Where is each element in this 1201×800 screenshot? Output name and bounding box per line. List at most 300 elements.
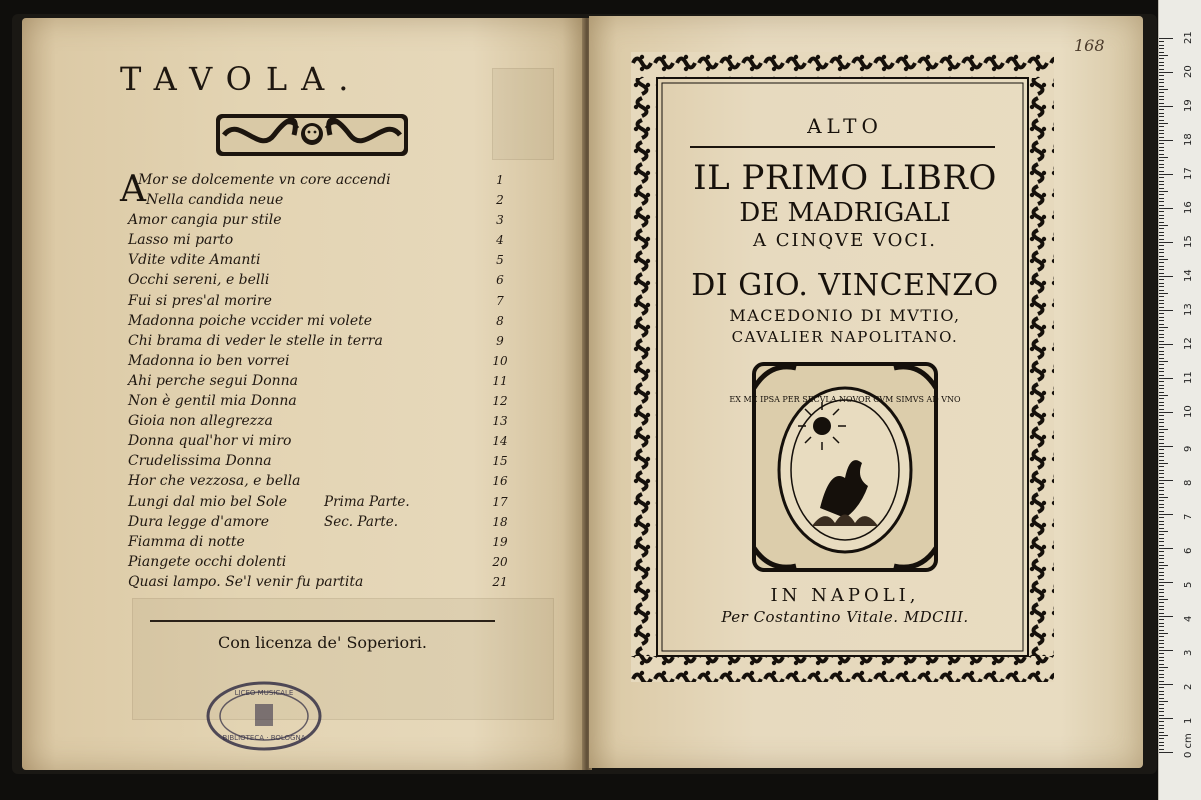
ruler-tick [1159,157,1168,158]
toc-row [108,532,518,552]
ruler-tick [1159,52,1164,53]
ruler-tick [1159,456,1164,457]
ruler-tick [1159,681,1164,682]
imprint-printer: Per Costantino Vitale. MDCIII. [721,608,969,626]
ruler-tick [1159,341,1164,342]
toc-number: 15 [492,454,508,469]
toc-title: Occhi sereni, e belli [128,272,270,289]
ruler-tick [1159,487,1164,488]
ruler-tick [1159,402,1164,403]
ruler-tick [1159,160,1164,161]
ruler-tick [1159,596,1164,597]
ruler-tick [1159,494,1164,495]
ruler-label: 16 [1183,201,1194,214]
ruler-tick [1159,691,1164,692]
ruler-tick [1159,133,1164,134]
toc-row [108,351,518,371]
stamp-text: LICEO MUSICALE [234,689,294,697]
folio-number: 168 [1074,36,1105,55]
ruler-tick [1159,276,1173,277]
ruler-tick [1159,286,1164,287]
ruler-tick [1159,521,1164,522]
ruler-tick [1159,715,1164,716]
ruler-tick [1159,429,1168,430]
ruler-tick [1159,490,1164,491]
ruler-tick [1159,477,1164,478]
ruler-tick [1159,398,1164,399]
toc-row [108,371,518,391]
ruler-label: 12 [1183,337,1194,350]
ruler-tick [1159,698,1164,699]
toc-title: Mor se dolcemente vn core accendi [138,172,391,188]
ruler-tick [1159,732,1164,733]
ruler-tick [1159,585,1164,586]
ruler-label: 10 [1183,405,1194,418]
author-line: DI GIO. VINCENZO [691,268,999,303]
author-line: MACEDONIO DI MVTIO, [729,306,961,325]
ruler-tick [1159,147,1164,148]
ruler-tick [1159,378,1173,379]
toc-part: Sec. Parte. [324,513,399,530]
ruler-tick [1159,701,1168,702]
ruler-tick [1159,184,1164,185]
ruler-tick [1159,609,1164,610]
ruler-tick [1159,290,1164,291]
ruler-tick [1159,463,1168,464]
ruler-tick [1159,677,1164,678]
toc-number: 13 [492,414,508,429]
ruler-tick [1159,69,1164,70]
ruler-tick [1159,636,1164,637]
ruler-tick [1159,72,1173,73]
ruler-tick [1159,137,1164,138]
ruler-tick [1159,568,1164,569]
toc-number: 8 [496,313,504,328]
toc-number: 17 [492,494,508,509]
ruler-tick [1159,728,1164,729]
toc-number: 6 [496,273,504,288]
toc-number: 9 [496,333,504,348]
ruler-tick [1159,466,1164,467]
ruler-tick [1159,171,1164,172]
ruler-tick [1159,96,1164,97]
ruler-tick [1159,375,1164,376]
toc-title: Dura legge d'amore [128,513,269,530]
ruler-tick [1159,551,1164,552]
toc-row [108,210,518,230]
ruler-tick [1159,337,1164,338]
ruler-label: 21 [1183,31,1194,44]
ruler-label: 5 [1183,581,1194,588]
ruler-label: 1 [1183,717,1194,724]
ruler-tick [1159,368,1164,369]
toc-title: Chi brama di veder le stelle in terra [128,332,383,349]
ruler-tick [1159,123,1168,124]
toc-row [108,552,518,572]
ruler-tick [1159,177,1164,178]
ruler-tick [1159,749,1164,750]
ruler-label: 6 [1183,547,1194,554]
toc-row [108,512,518,532]
ruler-label: 11 [1183,371,1194,384]
ruler-tick [1159,235,1164,236]
ruler-tick [1159,174,1173,175]
toc-title: Quasi lampo. Se'l venir fu partita [128,573,364,590]
ruler-tick [1159,419,1164,420]
ruler-tick [1159,208,1173,209]
ruler-tick [1159,307,1164,308]
toc-row [108,471,518,491]
ruler-tick [1159,218,1164,219]
ruler-tick [1159,388,1164,389]
ruler-tick [1159,194,1164,195]
ruler-label: 13 [1183,303,1194,316]
ruler-tick [1159,242,1173,243]
ruler-tick [1159,58,1164,59]
toc-row [108,190,518,210]
ruler-tick [1159,647,1164,648]
toc-part: Prima Parte. [324,493,410,510]
ruler-tick [1159,497,1168,498]
ruler-tick [1159,344,1173,345]
ruler-tick [1159,473,1164,474]
ruler-label: 9 [1183,445,1194,452]
ruler-tick [1159,225,1168,226]
toc-row [108,431,518,451]
ruler-tick [1159,222,1164,223]
ruler-tick [1159,432,1164,433]
toc-number: 20 [492,554,508,569]
ruler-tick [1159,422,1164,423]
ruler-tick [1159,606,1164,607]
toc-title: Amor cangia pur stile [128,212,282,229]
ruler-tick [1159,154,1164,155]
toc-row [108,391,518,411]
toc-row [108,492,518,512]
ruler-tick [1159,599,1168,600]
library-stamp [205,680,323,752]
ruler-tick [1159,711,1164,712]
ruler-tick [1159,303,1164,304]
ruler-tick [1159,667,1168,668]
ruler-tick [1159,269,1164,270]
ruler-tick [1159,453,1164,454]
ruler-tick [1159,330,1164,331]
ruler-tick [1159,82,1164,83]
ruler-tick [1159,443,1164,444]
ruler-tick [1159,181,1164,182]
toc-number: 19 [492,534,508,549]
toc-title: Fui si pres'al morire [128,292,272,309]
ruler-tick [1159,674,1164,675]
toc-title: Crudelissima Donna [128,453,272,470]
ruler-label: 20 [1183,65,1194,78]
ruler-tick [1159,630,1164,631]
ruler-tick [1159,358,1164,359]
ruler-tick [1159,480,1173,481]
ruler-tick [1159,575,1164,576]
ruler-tick [1159,657,1164,658]
toc-title: Nella candida neue [146,192,284,209]
show-through-bleed [492,68,554,160]
ruler-tick [1159,143,1164,144]
ruler-tick [1159,188,1164,189]
toc-title: Vdite vdite Amanti [128,252,261,269]
ruler-tick [1159,92,1164,93]
ruler-tick [1159,436,1164,437]
ruler-tick [1159,385,1164,386]
toc-number: 2 [496,193,504,208]
ruler-tick [1159,511,1164,512]
toc-number: 7 [496,293,504,308]
ruler-tick [1159,41,1164,42]
ruler-tick [1159,589,1164,590]
ruler-label: 4 [1183,615,1194,622]
ruler-tick [1159,742,1164,743]
ruler-tick [1159,664,1164,665]
ruler-tick [1159,613,1164,614]
title-line: DE MADRIGALI [739,198,951,228]
toc-title: Donna qual'hor vi miro [128,433,292,450]
ruler-tick [1159,283,1164,284]
part-name: ALTO [807,114,883,138]
toc-number: 3 [496,213,504,228]
ruler-tick [1159,439,1164,440]
toc-number: 21 [492,574,508,589]
toc-title: Fiamma di notte [128,533,245,550]
ruler-tick [1159,415,1164,416]
ruler-tick [1159,738,1164,739]
ruler-tick [1159,371,1164,372]
ruler-tick [1159,266,1164,267]
ruler-tick [1159,412,1173,413]
ruler-tick [1159,684,1173,685]
ruler-tick [1159,215,1164,216]
ruler-tick [1159,324,1164,325]
ruler-tick [1159,262,1164,263]
toc-row [108,291,518,311]
ruler-tick [1159,660,1164,661]
ruler-tick [1159,99,1164,100]
ruler-tick [1159,405,1164,406]
ruler-tick [1159,718,1173,719]
toc-row [108,230,518,250]
toc-title: Piangete occhi dolenti [128,553,287,570]
ruler-tick [1159,545,1164,546]
ruler-tick [1159,89,1168,90]
ruler-tick [1159,640,1164,641]
ruler-tick [1159,572,1164,573]
ruler-tick [1159,507,1164,508]
ruler-tick [1159,198,1164,199]
ruler-tick [1159,381,1164,382]
ruler-tick [1159,470,1164,471]
ruler-tick [1159,562,1164,563]
ruler-tick [1159,48,1164,49]
title-line: IL PRIMO LIBRO [693,158,997,198]
ruler-tick [1159,449,1164,450]
ruler-tick [1159,334,1164,335]
toc-title: Lungi dal mio bel Sole [128,493,288,510]
ruler-tick [1159,721,1164,722]
ruler-tick [1159,167,1164,168]
ruler-tick [1159,687,1164,688]
ruler-tick [1159,395,1168,396]
ruler-tick [1159,62,1164,63]
ruler-tick [1159,524,1164,525]
ruler-tick [1159,725,1164,726]
toc-number: 5 [496,253,504,268]
drop-cap: A [120,169,146,210]
ruler-tick [1159,191,1168,192]
toc-number: 10 [492,353,508,368]
ruler-tick [1159,317,1164,318]
ruler-tick [1159,313,1164,314]
imprint-place: IN NAPOLI, [770,585,920,606]
ruler-tick [1159,500,1164,501]
ruler-tick [1159,592,1164,593]
toc-number: 14 [492,434,508,449]
toc-title: Hor che vezzosa, e bella [128,473,301,490]
ruler-tick [1159,310,1173,311]
ruler-tick [1159,626,1164,627]
toc-title: Non è gentil mia Donna [128,393,297,410]
divider [150,620,495,622]
toc-row [108,270,518,290]
toc-title: Lasso mi parto [128,232,234,249]
ruler-tick [1159,293,1168,294]
table-of-contents [108,170,518,592]
printers-device-phoenix [729,358,961,576]
stamp-text: BIBLIOTECA · BOLOGNA [222,734,306,742]
ruler-tick [1159,446,1173,447]
ruler-tick [1159,103,1164,104]
toc-number: 18 [492,514,508,529]
ruler-tick [1159,300,1164,301]
ruler-label: 3 [1183,649,1194,656]
ruler-tick [1159,538,1164,539]
toc-row [108,331,518,351]
ruler-tick [1159,126,1164,127]
ruler-tick [1159,79,1164,80]
ruler-tick [1159,619,1164,620]
ruler-tick [1159,256,1164,257]
page-title: TAVOLA. [120,60,363,98]
ruler-label: 7 [1183,513,1194,520]
toc-title: Ahi perche segui Donna [128,372,298,389]
ruler-tick [1159,327,1168,328]
ruler-tick [1159,249,1164,250]
ruler-tick [1159,320,1164,321]
ruler-tick [1159,75,1164,76]
ruler-tick [1159,704,1164,705]
scale-ruler [1158,0,1201,800]
ruler-tick [1159,514,1173,515]
toc-row [108,411,518,431]
ruler-tick [1159,650,1173,651]
toc-title: Madonna poiche vccider mi volete [128,312,373,329]
toc-title: Madonna io ben vorrei [128,352,290,369]
ruler-label: 18 [1183,133,1194,146]
ruler-tick [1159,109,1164,110]
ruler-tick [1159,252,1164,253]
divider [690,146,995,148]
ruler-tick [1159,504,1164,505]
ruler-tick [1159,45,1164,46]
ruler-tick [1159,534,1164,535]
ruler-tick [1159,528,1164,529]
ruler-tick [1159,120,1164,121]
device-motto: EX ME IPSA PER SECVLA NOVOR CVM SIMVS AD VNO [729,395,961,404]
ruler-label: 15 [1183,235,1194,248]
show-through-bleed [132,598,554,720]
toc-number: 4 [496,233,504,248]
ruler-tick [1159,164,1164,165]
ruler-tick [1159,86,1164,87]
ruler-tick [1159,392,1164,393]
ruler-tick [1159,558,1164,559]
ruler-tick [1159,113,1164,114]
ruler-tick [1159,670,1164,671]
author-line: CAVALIER NAPOLITANO. [731,328,959,346]
ruler-tick [1159,555,1164,556]
ruler-tick [1159,232,1164,233]
ruler-tick [1159,38,1173,39]
ruler-tick [1159,211,1164,212]
ruler-label: 2 [1183,683,1194,690]
ruler-tick [1159,582,1173,583]
ruler-tick [1159,116,1164,117]
license-line: Con licenza de' Soperiori. [217,633,428,652]
ruler-tick [1159,259,1168,260]
ruler-tick [1159,633,1168,634]
ruler-tick [1159,531,1168,532]
headpiece-ornament [214,110,410,160]
ruler-tick [1159,239,1164,240]
ruler-tick [1159,354,1164,355]
toc-number: 16 [492,474,508,489]
ruler-tick [1159,55,1168,56]
ruler-tick [1159,643,1164,644]
ruler-tick [1159,735,1168,736]
ruler-tick [1159,140,1173,141]
ruler-tick [1159,201,1164,202]
ruler-tick [1159,565,1168,566]
toc-row [108,572,518,592]
ruler-tick [1159,579,1164,580]
ruler-tick [1159,361,1168,362]
toc-title: Gioia non allegrezza [128,413,273,430]
ruler-tick [1159,279,1164,280]
toc-number: 1 [496,173,504,187]
ruler-tick [1159,483,1164,484]
toc-number: 11 [492,373,508,388]
ruler-label: 8 [1183,479,1194,486]
ruler-tick [1159,347,1164,348]
ruler-tick [1159,228,1164,229]
ruler-tick [1159,65,1164,66]
ruler-label: 14 [1183,269,1194,282]
ruler-tick [1159,409,1164,410]
ruler-label: 0 cm [1183,733,1194,758]
ruler-tick [1159,106,1173,107]
ruler-tick [1159,150,1164,151]
toc-number: 12 [492,394,508,409]
ruler-tick [1159,745,1164,746]
ruler-tick [1159,351,1164,352]
ruler-tick [1159,273,1164,274]
ruler-label: 19 [1183,99,1194,112]
